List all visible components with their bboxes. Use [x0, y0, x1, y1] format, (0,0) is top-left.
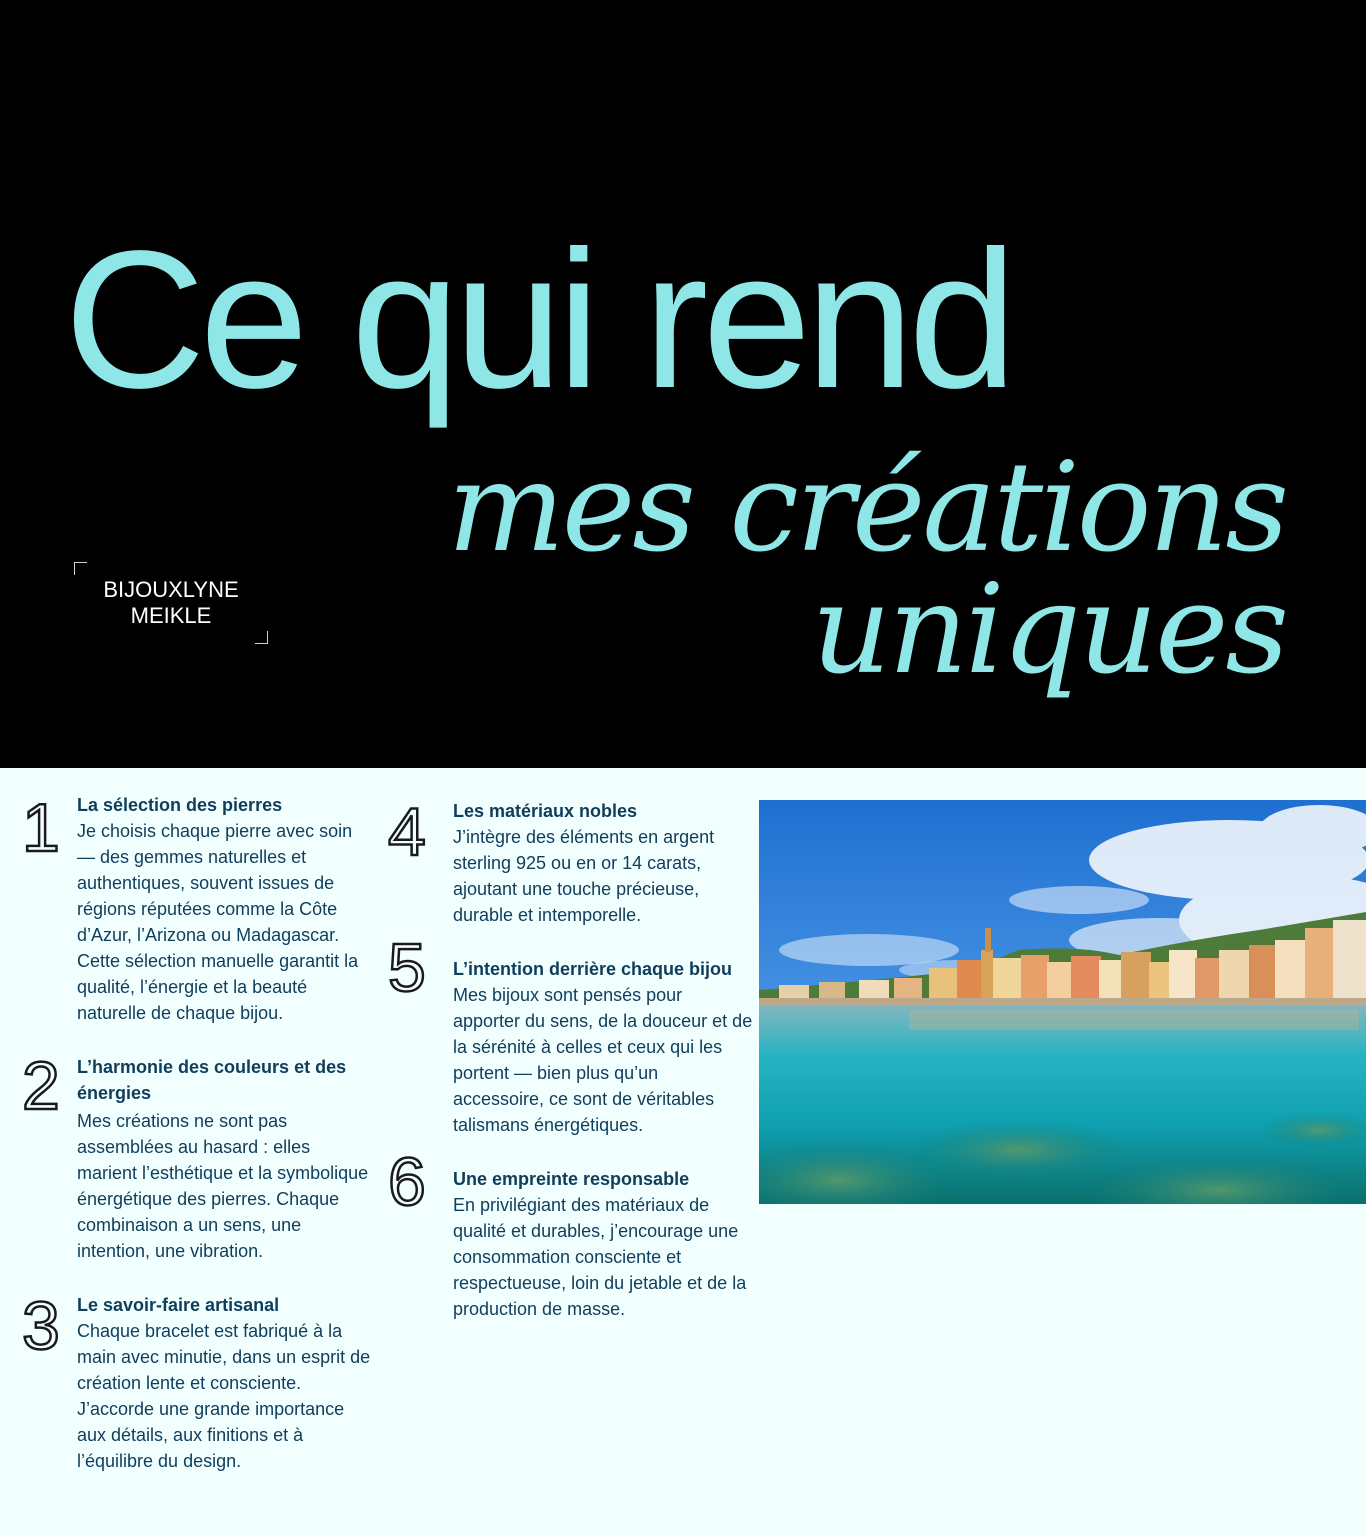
corner-bracket-top-left: [74, 562, 87, 575]
brand-name: BIJOUXLYNE MEIKLE: [103, 577, 239, 628]
feature-title-2: L’harmonie des couleurs et des énergies: [77, 1057, 347, 1103]
feature-title-3: Le savoir-faire artisanal: [77, 1295, 280, 1315]
hero-title-line-2: mes créations: [447, 436, 1286, 580]
feature-text-4: J’intègre des éléments en argent sterling 925 ou en or 14 carats, ajoutant une touche précieuse, durable et intemporelle.: [453, 827, 715, 925]
feature-number-1: 1: [22, 790, 60, 866]
feature-title-1: La sélection des pierres: [77, 795, 283, 815]
feature-number-6: 6: [388, 1144, 426, 1220]
brand-logo: [74, 562, 268, 644]
feature-text-1: Je choisis chaque pierre avec soin — des gemmes naturelles et authentiques, souvent issues de régions réputées comme la Côte d’Azur, l’Arizona ou Madagascar. Cette sélection manuelle garantit la qualité, l’énergie et la beauté naturelle de chaque bijou.: [77, 821, 359, 1023]
feature-number-4: 4: [388, 794, 426, 870]
feature-text-3: Chaque bracelet est fabriqué à la main avec minutie, dans un esprit de création lente et consciente. J’accorde une grande importance aux détails, aux finitions et à l’équilibre du design.: [77, 1321, 371, 1471]
corner-bracket-bottom-right: [255, 631, 268, 644]
feature-text-2: Mes créations ne sont pas assemblées au hasard : elles marient l’esthétique et la symbolique énergétique des pierres. Chaque combinaison a un sens, une intention, une vibration.: [77, 1111, 369, 1261]
hero-title-line-3: uniques: [811, 558, 1286, 702]
feature-title-6: Une empreinte responsable: [453, 1169, 690, 1189]
feature-text-6: En privilégiant des matériaux de qualité et durables, j’encourage une consommation consciente et respectueuse, loin du jetable et de la production de masse.: [453, 1195, 747, 1319]
seaside-village-photo: [759, 800, 1366, 1204]
feature-number-5: 5: [388, 930, 426, 1006]
feature-number-2: 2: [22, 1048, 60, 1124]
feature-number-3: 3: [22, 1288, 60, 1364]
seaside-village-illustration: [759, 800, 1366, 1204]
feature-text-5: Mes bijoux sont pensés pour apporter du sens, de la douceur et de la sérénité à celles et ceux qui les portent — bien plus qu’un accessoire, ce sont de véritables talismans énergétiques.: [453, 985, 753, 1135]
feature-title-5: L’intention derrière chaque bijou: [453, 959, 733, 979]
feature-title-4: Les matériaux nobles: [453, 801, 638, 821]
hero-title-line-1: Ce qui rend: [64, 210, 1012, 429]
